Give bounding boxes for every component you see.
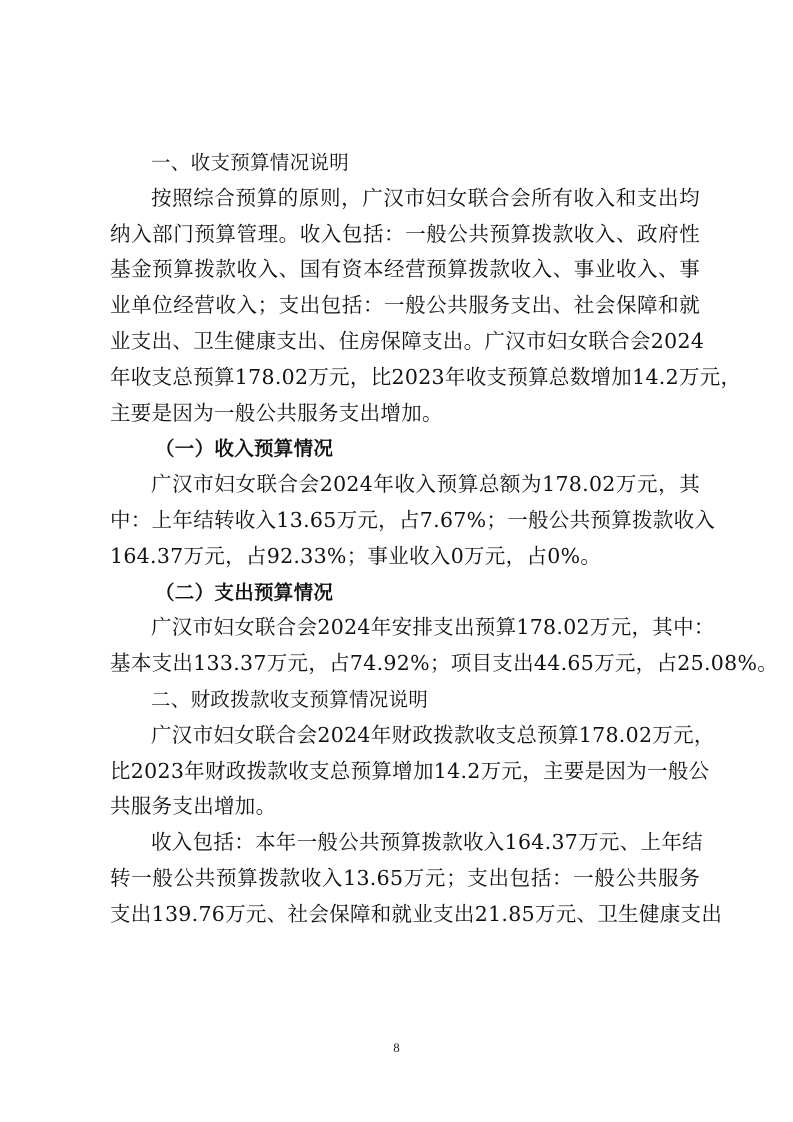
paragraph-line: 收入包括：本年一般公共预算拨款收入164.37万元、上年结: [151, 830, 703, 855]
paragraph-5: [110, 825, 723, 932]
paragraph-1: [110, 181, 742, 432]
paragraph-line: 基本支出133.37万元，占74.92%；项目支出44.65万元，占25.08%。: [110, 651, 779, 676]
paragraph-line: 支出139.76万元、社会保障和就业支出21.85万元、卫生健康支出: [110, 901, 723, 926]
section-heading-2: 二、财政拨款收支预算情况说明: [151, 687, 429, 711]
section-heading-1: 一、收支预算情况说明: [151, 151, 350, 174]
paragraph-line: 广汉市妇女联合会2024年安排支出预算178.02万元，其中：: [151, 615, 715, 640]
document-body: [110, 145, 779, 933]
subsection-heading-income: （一）收入预算情况: [155, 437, 334, 461]
paragraph-line: 业支出、卫生健康支出、住房保障支出。广汉市妇女联合会2024: [110, 328, 705, 353]
paragraph-line: 共服务支出增加。: [110, 794, 277, 819]
page-number: 8: [393, 1040, 400, 1055]
paragraph-line: 中：上年结转收入13.65万元，占7.67%；一般公共预算拨款收入: [110, 507, 716, 532]
paragraph-line: 广汉市妇女联合会2024年财政拨款收支总预算178.02万元，: [151, 722, 715, 747]
paragraph-line: 年收支总预算178.02万元，比2023年收支预算总数增加14.2万元，: [110, 364, 742, 389]
paragraph-line: 按照综合预算的原则，广汉市妇女联合会所有收入和支出均: [151, 185, 700, 210]
subsection-heading-expenditure: （二）支出预算情况: [155, 580, 334, 604]
paragraph-line: 基金预算拨款收入、国有资本经营预算拨款收入、事业收入、事: [110, 257, 700, 282]
paragraph-4: [110, 718, 715, 825]
paragraph-line: 纳入部门预算管理。收入包括：一般公共预算拨款收入、政府性: [110, 221, 700, 246]
paragraph-2: [110, 467, 716, 574]
paragraph-line: 比2023年财政拨款收支总预算增加14.2万元，主要是因为一般公: [110, 758, 710, 783]
paragraph-line: 164.37万元，占92.33%；事业收入0万元，占0%。: [110, 543, 602, 568]
paragraph-3: [110, 610, 779, 682]
paragraph-line: 广汉市妇女联合会2024年收入预算总额为178.02万元，其: [151, 472, 700, 497]
paragraph-line: 业单位经营收入；支出包括：一般公共服务支出、社会保障和就: [110, 293, 700, 318]
paragraph-line: 主要是因为一般公共服务支出增加。: [110, 400, 443, 425]
paragraph-line: 转一般公共预算拨款收入13.65万元；支出包括：一般公共服务: [110, 865, 700, 890]
